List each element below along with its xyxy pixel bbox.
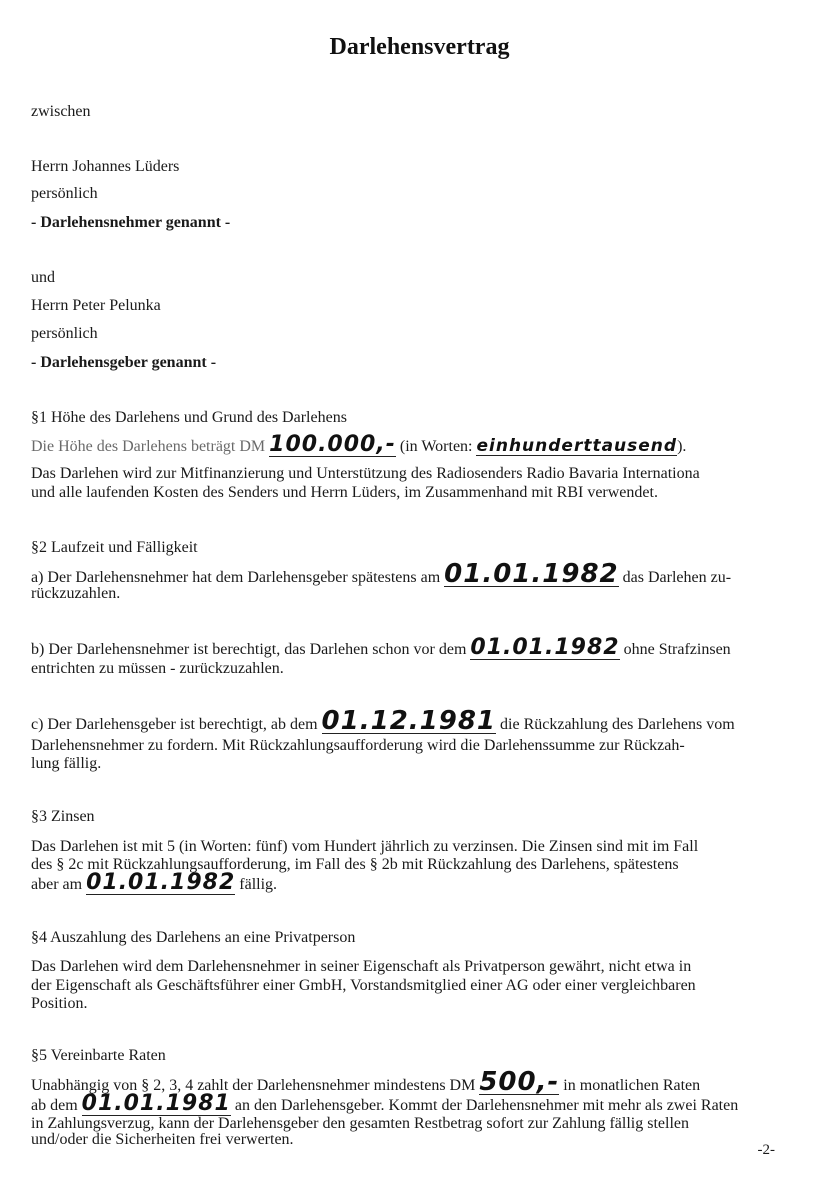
s5-line2 <box>31 1093 738 1116</box>
s1-words-label: (in Worten: <box>399 438 473 455</box>
s2c-text: c) Der Darlehensgeber ist berechtigt, ab dem <box>31 716 318 733</box>
s2c-text-cont: die Rückzahlung des Darlehens vom <box>500 716 735 733</box>
s1-words-close: ). <box>677 438 687 455</box>
s2a-text: a) Der Darlehensnehmer hat dem Darlehensgeber spätestens am <box>31 569 441 586</box>
s2b-text-cont: ohne Strafzinsen <box>623 641 731 658</box>
s5-text: Unabhängig von § 2, 3, 4 zahlt der Darlehensnehmer mindestens DM <box>31 1077 476 1094</box>
s2a-text-cont: das Darlehen zu- <box>622 569 732 586</box>
lender-name: Herrn Peter Pelunka <box>31 297 161 314</box>
borrower-role: - Darlehensnehmer genannt - <box>31 214 231 231</box>
s5-line3: in Zahlungsverzug, kann der Darlehensgeber den gesamten Restbetrag sofort zur Zahlung fällig stellen <box>31 1115 689 1132</box>
s1-purpose-line1: Das Darlehen wird zur Mitfinanzierung und Unterstützung des Radiosenders Radio Bavaria Internationa <box>31 465 700 482</box>
s2b-text: b) Der Darlehensnehmer ist berechtigt, das Darlehen schon vor dem <box>31 641 467 658</box>
s5-line4: und/oder die Sicherheiten frei verwerten. <box>31 1131 294 1148</box>
borrower-personal: persönlich <box>31 185 98 202</box>
s1-heading: §1 Höhe des Darlehens und Grund des Darlehens <box>31 409 347 426</box>
s5-heading: §5 Vereinbarte Raten <box>31 1047 166 1064</box>
s3-line2: des § 2c mit Rückzahlungsaufforderung, im Fall des § 2b mit Rückzahlung des Darlehens, spätestens <box>31 856 679 873</box>
s2b-line1 <box>31 637 731 660</box>
s1-words-handwritten: einhunderttausend <box>476 436 678 456</box>
s2c-date-handwritten: 01.12.1981 <box>321 706 497 736</box>
s1-purpose-line2: und alle laufenden Kosten des Senders und Herrn Lüders, im Zusammenhand mit RBI verwendet. <box>31 484 658 501</box>
s3-date-handwritten: 01.01.1982 <box>86 870 236 895</box>
s5-amount-handwritten: 500,- <box>479 1067 560 1097</box>
s2b-line2: entrichten zu müssen - zurückzuzahlen. <box>31 660 284 677</box>
s3-heading: §3 Zinsen <box>31 808 95 825</box>
s1-amount-line <box>31 434 686 457</box>
s4-line2: der Eigenschaft als Geschäftsführer einer GmbH, Vorstandsmitglied einer AG oder einer vergleichbaren <box>31 977 696 994</box>
page-number: -2- <box>757 1142 775 1158</box>
text-und: und <box>31 269 55 286</box>
document-title: Darlehensvertrag <box>329 34 510 60</box>
s3-line1: Das Darlehen ist mit 5 (in Worten: fünf) vom Hundert jährlich zu verzinsen. Die Zinsen sind mit im Fall <box>31 838 699 855</box>
s2-heading: §2 Laufzeit und Fälligkeit <box>31 539 198 556</box>
s5-text-cont: in monatlichen Raten <box>563 1077 701 1094</box>
s3-text-cont: fällig. <box>239 876 278 893</box>
s2c-line1 <box>31 706 735 736</box>
s2a-date-handwritten: 01.01.1982 <box>444 559 619 589</box>
s5-text2-cont: an den Darlehensgeber. Kommt der Darlehensnehmer mit mehr als zwei Raten <box>234 1097 739 1114</box>
s2a-line1 <box>31 559 732 589</box>
lender-role: - Darlehensgeber genannt - <box>31 354 217 371</box>
s1-amount-text: Die Höhe des Darlehens beträgt DM <box>31 438 266 455</box>
s4-line1: Das Darlehen wird dem Darlehensnehmer in seiner Eigenschaft als Privatperson gewährt, nicht etwa in <box>31 958 692 975</box>
s5-text2: ab dem <box>31 1097 78 1114</box>
lender-personal: persönlich <box>31 325 98 342</box>
text-zwischen: zwischen <box>31 103 91 120</box>
s4-line3: Position. <box>31 995 88 1012</box>
s3-text: aber am <box>31 876 83 893</box>
s4-heading: §4 Auszahlung des Darlehens an eine Privatperson <box>31 929 356 946</box>
s2a-line2: rückzuzahlen. <box>31 585 121 602</box>
s1-amount-handwritten: 100.000,- <box>269 432 396 457</box>
s3-line3 <box>31 872 277 895</box>
s2c-line2: Darlehensnehmer zu fordern. Mit Rückzahlungsaufforderung wird die Darlehenssumme zur Rückzah- <box>31 737 685 754</box>
borrower-name: Herrn Johannes Lüders <box>31 158 180 175</box>
s5-date-handwritten: 01.01.1981 <box>81 1091 231 1116</box>
s2b-date-handwritten: 01.01.1982 <box>470 635 620 660</box>
s2c-line3: lung fällig. <box>31 755 102 772</box>
